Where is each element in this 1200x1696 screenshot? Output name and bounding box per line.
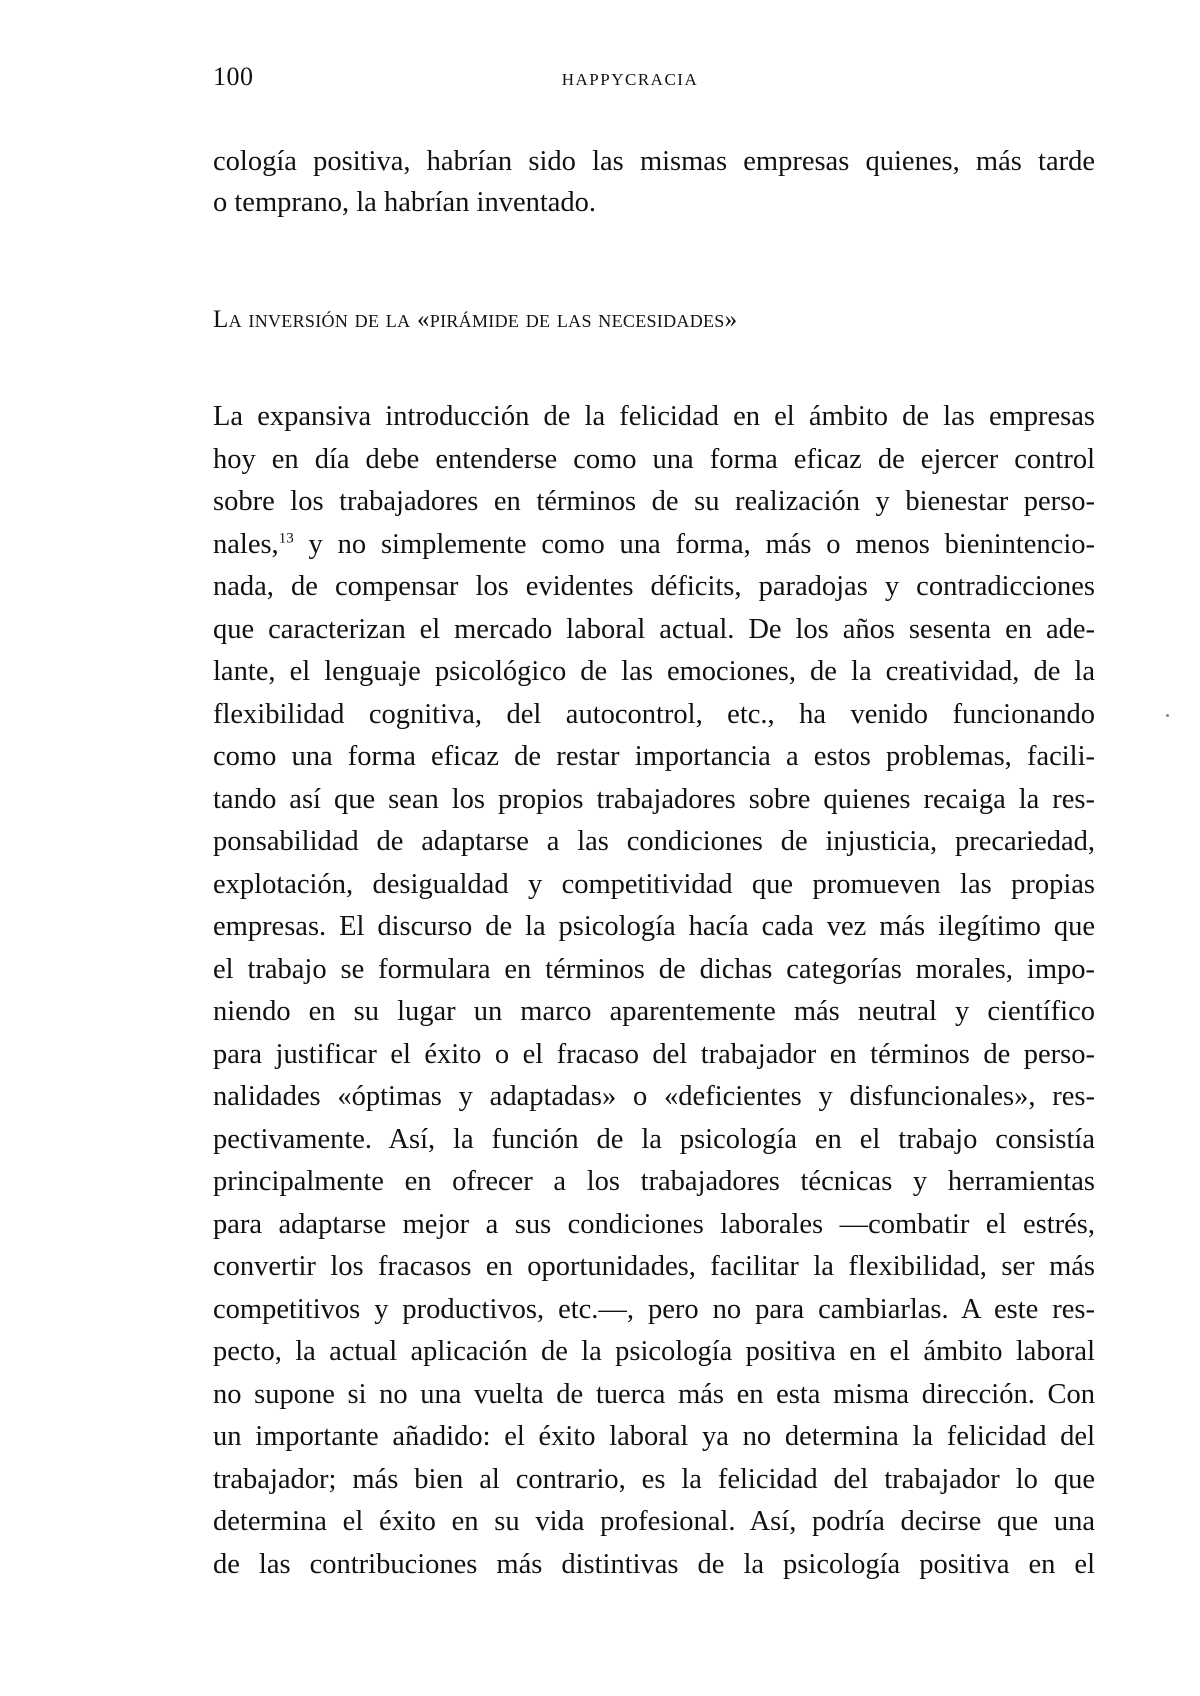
text-line: La expansiva introducción de la felicidad en el ámbito de las empresas bbox=[213, 401, 1095, 432]
text-line: flexibilidad cognitiva, del autocontrol, etc., ha venido funcionando bbox=[213, 698, 1095, 730]
text-line: como una forma eficaz de restar importancia a estos problemas, facili- bbox=[213, 741, 1095, 772]
text-line: lante, el lenguaje psicológico de las emociones, de la creatividad, de la bbox=[213, 656, 1095, 687]
text-line: pecto, la actual aplicación de la psicología positiva en el ámbito laboral bbox=[213, 1336, 1095, 1367]
text-line: convertir los fracasos en oportunidades, facilitar la flexibilidad, ser más bbox=[213, 1251, 1095, 1282]
text-line: determina el éxito en su vida profesional. Así, podría decirse que una bbox=[213, 1506, 1095, 1537]
opening-paragraph-continuation bbox=[213, 141, 1095, 223]
footnote-reference: 13 bbox=[278, 530, 294, 546]
text-line: no supone si no una vuelta de tuerca más en esta misma dirección. Con bbox=[213, 1378, 1095, 1410]
text-line: cología positiva, habrían sido las mismas empresas quienes, más tarde bbox=[213, 146, 1095, 177]
text-line: nada, de compensar los evidentes déficits, paradojas y contradicciones bbox=[213, 571, 1095, 602]
text-fragment: y no simplemente como una forma, más o menos bienintencio- bbox=[293, 528, 1095, 560]
text-line: un importante añadido: el éxito laboral ya no determina la felicidad del bbox=[213, 1421, 1095, 1452]
text-line: competitivos y productivos, etc.—, pero no para cambiarlas. A este res- bbox=[213, 1293, 1095, 1325]
text-line: empresas. El discurso de la psicología hacía cada vez más ilegítimo que bbox=[213, 911, 1095, 942]
text-fragment: nales, bbox=[213, 528, 279, 560]
text-line: o temprano, la habrían inventado. bbox=[213, 187, 597, 218]
text-line: tando así que sean los propios trabajadores sobre quienes recaiga la res- bbox=[213, 783, 1095, 815]
text-line-with-footnote bbox=[213, 524, 1095, 567]
text-line: hoy en día debe entenderse como una forma eficaz de ejercer control bbox=[213, 443, 1095, 475]
running-head: HAPPYCRACIA bbox=[561, 70, 699, 89]
text-line: trabajador; más bien al contrario, es la felicidad del trabajador lo que bbox=[213, 1463, 1095, 1495]
text-line: ponsabilidad de adaptarse a las condiciones de injusticia, precariedad, bbox=[213, 826, 1095, 857]
text-line: principalmente en ofrecer a los trabajadores técnicas y herramientas bbox=[213, 1166, 1095, 1197]
text-line: pectivamente. Así, la función de la psicología en el trabajo consistía bbox=[213, 1123, 1095, 1155]
text-line: de las contribuciones más distintivas de la psicología positiva en el bbox=[213, 1548, 1095, 1580]
margin-speck bbox=[1166, 714, 1169, 717]
text-line: para justificar el éxito o el fracaso del trabajador en términos de perso- bbox=[213, 1038, 1095, 1070]
text-line: que caracterizan el mercado laboral actual. De los años sesenta en ade- bbox=[213, 613, 1095, 645]
text-line: el trabajo se formulara en términos de dichas categorías morales, impo- bbox=[213, 953, 1095, 985]
text-line: nalidades «óptimas y adaptadas» o «deficientes y disfuncionales», res- bbox=[213, 1081, 1095, 1112]
text-line: niendo en su lugar un marco aparentemente más neutral y científico bbox=[213, 996, 1095, 1027]
text-line: sobre los trabajadores en términos de su realización y bienestar perso- bbox=[213, 486, 1095, 517]
body-paragraph bbox=[213, 396, 1095, 1586]
section-heading: La inversión de la «pirámide de las necesidades» bbox=[213, 306, 738, 333]
page-number: 100 bbox=[213, 62, 254, 91]
text-line: explotación, desigualdad y competitividad que promueven las propias bbox=[213, 868, 1095, 900]
text-line: para adaptarse mejor a sus condiciones laborales —combatir el estrés, bbox=[213, 1208, 1095, 1240]
